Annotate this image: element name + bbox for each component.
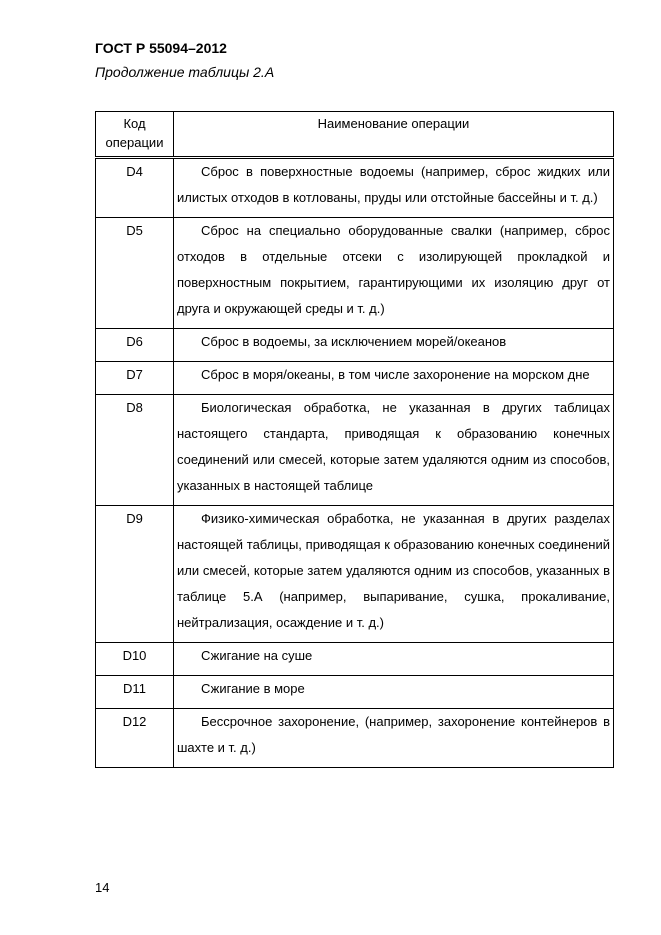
row-code: D12 [96, 709, 174, 768]
row-code: D5 [96, 218, 174, 329]
row-code: D9 [96, 506, 174, 643]
row-text [174, 506, 614, 643]
table-header-row [96, 112, 614, 158]
row-text-content: Сброс в поверхностные водоемы (например, сброс жидких или илистых отходов в котлованы, пруды или отстойные бассейны и т. д.) [177, 164, 610, 205]
row-text [174, 362, 614, 395]
row-code: D6 [96, 329, 174, 362]
row-text-content: Сжигание в море [201, 681, 305, 696]
row-text [174, 158, 614, 218]
page-number: 14 [95, 880, 110, 895]
row-text-content: Биологическая обработка, не указанная в других таблицах настоящего стандарта, приводящая к образованию конечных соединений или смесей, которые затем удаляются одним из способов, указанных в настоящей таблице [177, 400, 610, 493]
table-row [96, 506, 614, 643]
table-row [96, 158, 614, 218]
row-text-content: Физико-химическая обработка, не указанная в других разделах настоящей таблицы, приводящая к образованию конечных соединений или смесей, которые затем удаляются одним из способов, указанных в таблице 5.А (например, выпаривание, сушка, прокаливание, нейтрализация, осаждение и т. д.) [177, 511, 610, 630]
row-code: D8 [96, 395, 174, 506]
row-text [174, 643, 614, 676]
row-code: D11 [96, 676, 174, 709]
row-code: D4 [96, 158, 174, 218]
row-text-content: Сброс в моря/океаны, в том числе захоронение на морском дне [201, 367, 590, 382]
row-text [174, 676, 614, 709]
table-continuation-title: Продолжение таблицы 2.А [95, 64, 275, 80]
table-row [96, 709, 614, 768]
row-text [174, 218, 614, 329]
row-text-content: Сброс на специально оборудованные свалки (например, сброс отходов в отдельные отсеки с изолирующей прокладкой и поверхностным покрытием, гарантирующими их изоляцию друг от друга и окружающей среды и т. д.) [177, 223, 610, 316]
table-row [96, 329, 614, 362]
row-text [174, 395, 614, 506]
document-standard-title: ГОСТ Р 55094–2012 [95, 40, 227, 56]
row-text [174, 329, 614, 362]
table-row [96, 676, 614, 709]
table-row [96, 395, 614, 506]
row-code: D10 [96, 643, 174, 676]
row-code: D7 [96, 362, 174, 395]
table-row [96, 218, 614, 329]
table-row [96, 362, 614, 395]
row-text-content: Сжигание на суше [201, 648, 313, 663]
row-text-content: Бессрочное захоронение, (например, захоронение контейнеров в шахте и т. д.) [177, 714, 610, 755]
table-row [96, 643, 614, 676]
header-code: Код операции [96, 112, 174, 158]
row-text-content: Сброс в водоемы, за исключением морей/океанов [201, 334, 507, 349]
header-name: Наименование операции [174, 112, 614, 158]
row-text [174, 709, 614, 768]
operations-table [95, 111, 614, 768]
